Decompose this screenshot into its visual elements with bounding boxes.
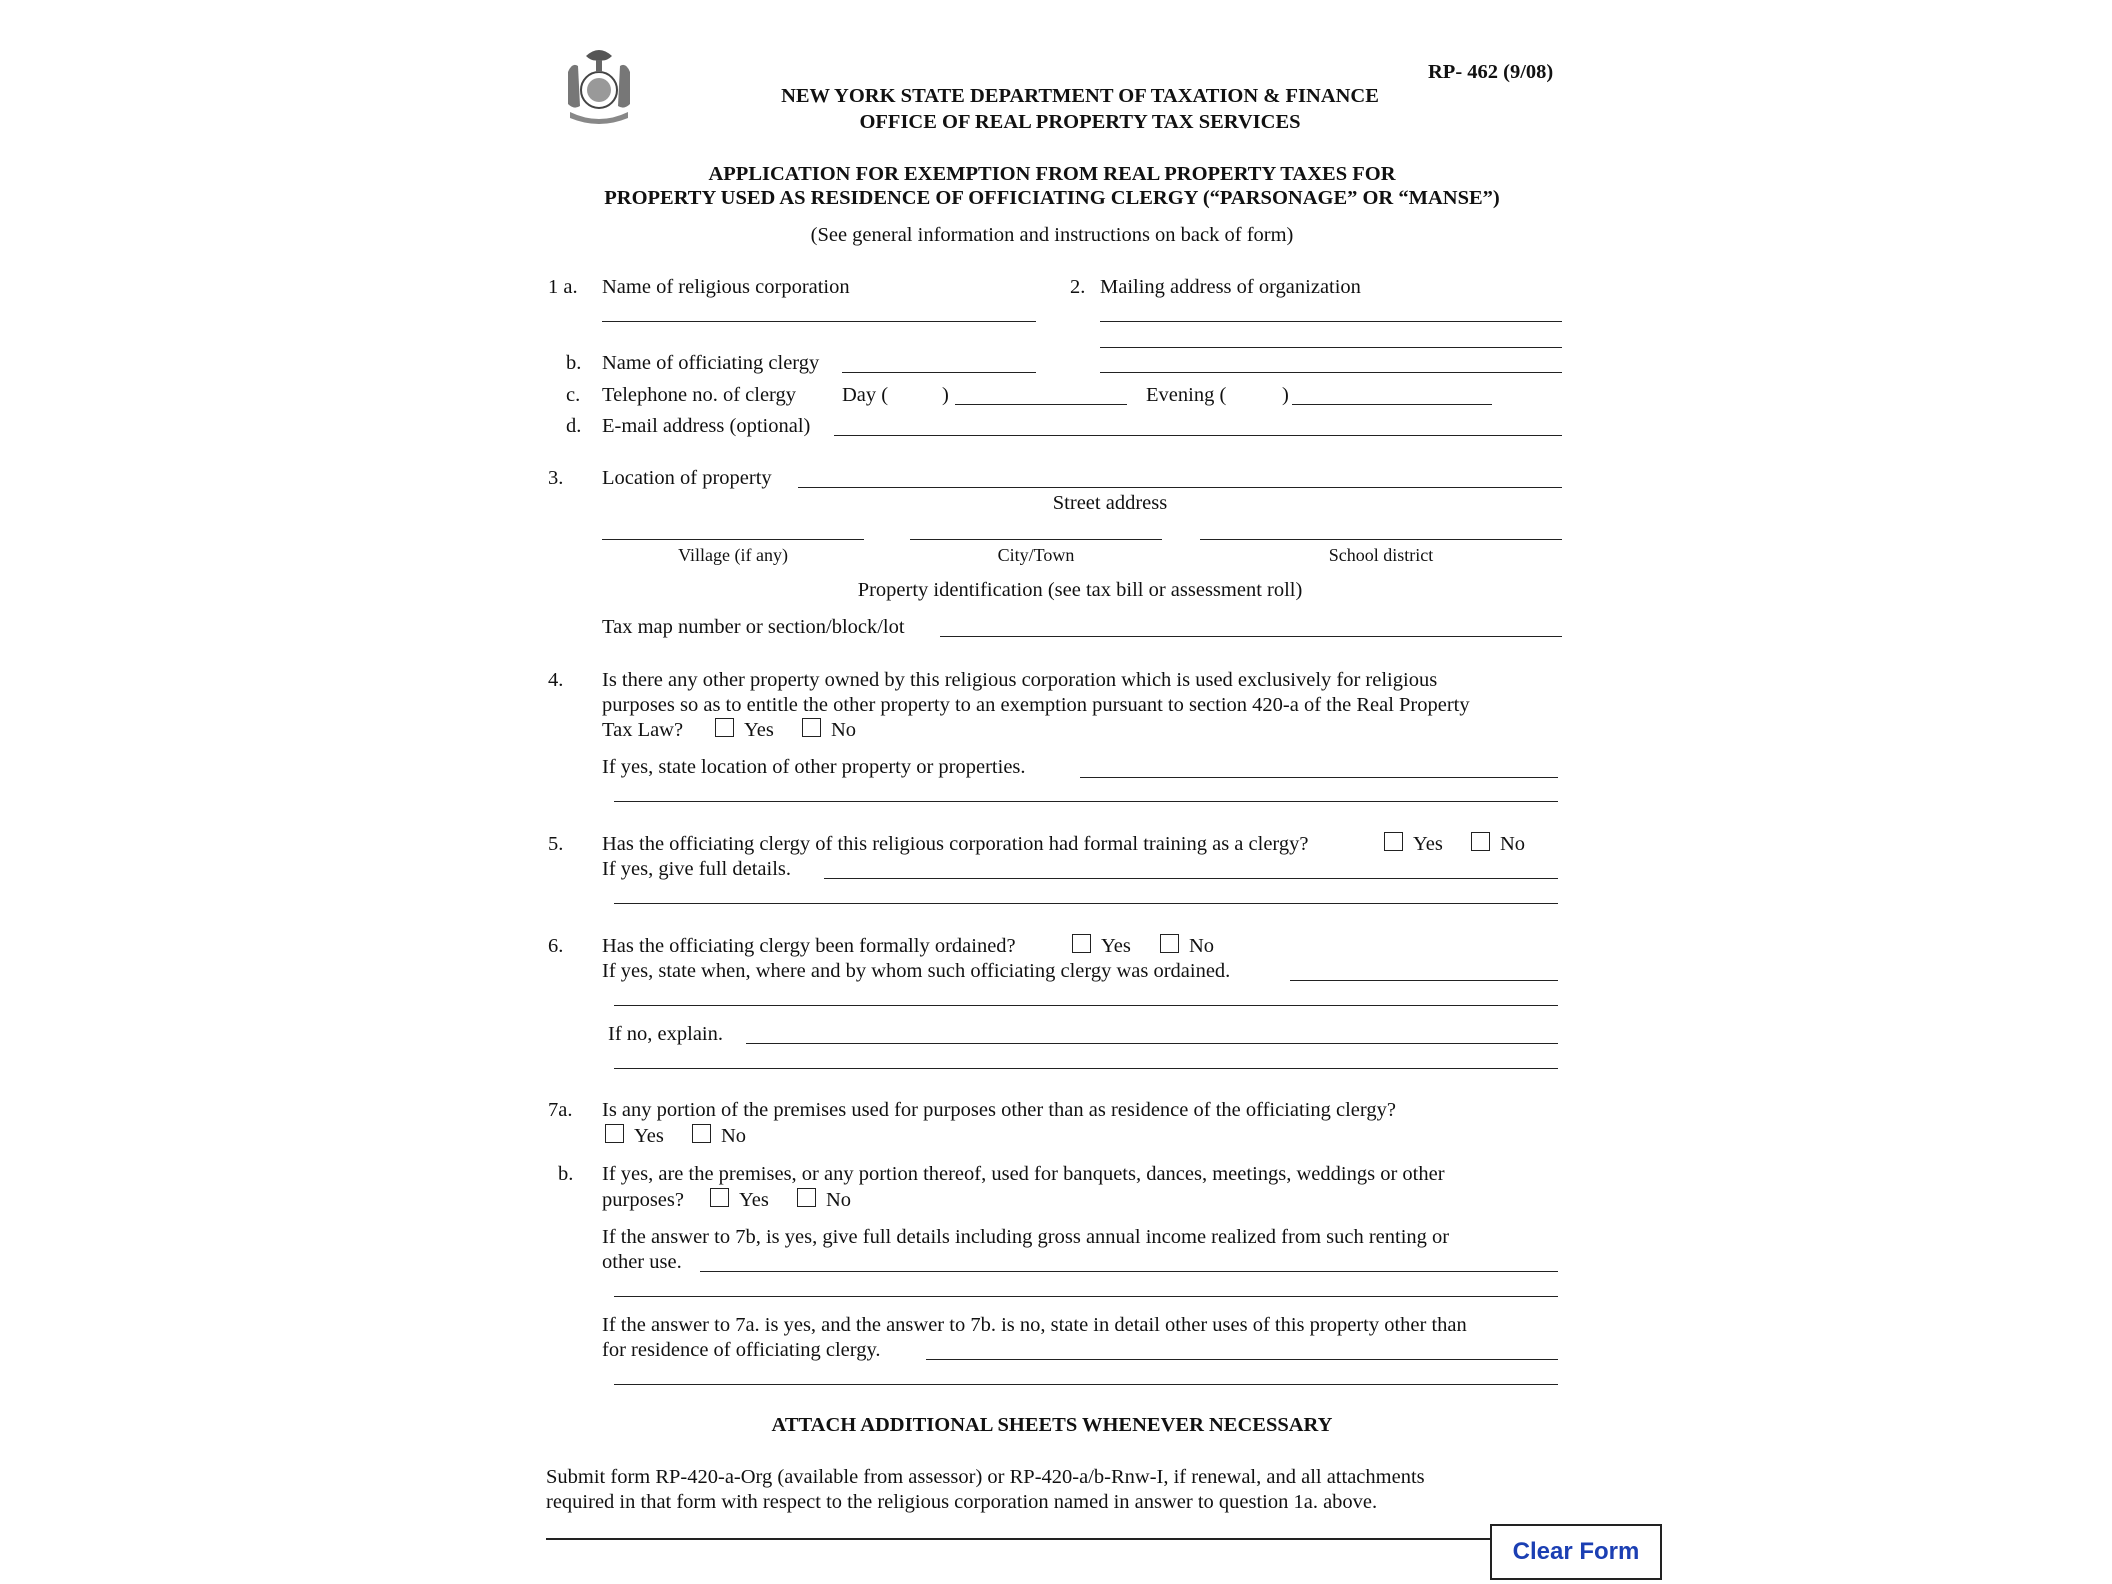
q2-label-num: 2. (1070, 276, 1086, 298)
q4-line3: Tax Law? (602, 719, 684, 741)
q4-yes-label: Yes (744, 719, 774, 741)
school-district-caption: School district (1328, 545, 1434, 565)
tax-map-label: Tax map number or section/block/lot (602, 616, 905, 638)
q1a-number: 1 a. (548, 276, 578, 298)
q5-yes-label: Yes (1413, 833, 1443, 855)
q1c-label: Telephone no. of clergy (602, 384, 797, 406)
q7-income-line2[interactable] (614, 1296, 1558, 1297)
q6-explain-field[interactable] (746, 1043, 1558, 1044)
q1b-number: b. (566, 352, 582, 374)
mailing-address-line1[interactable] (1100, 321, 1562, 322)
form-title-line2: PROPERTY USED AS RESIDENCE OF OFFICIATING CLERGY (“PARSONAGE” OR “MANSE”) (604, 187, 1500, 209)
form-title-line1: APPLICATION FOR EXEMPTION FROM REAL PROPERTY TAXES FOR (708, 163, 1396, 185)
q7b-yes-checkbox[interactable] (710, 1188, 729, 1207)
day-paren: ) (942, 384, 949, 406)
q4-line1: Is there any other property owned by this religious corporation which is used exclusively for religious (602, 669, 1438, 691)
day-phone-field[interactable] (955, 404, 1127, 405)
q7-detail-line1: If the answer to 7b, is yes, give full details including gross annual income realized from such renting or (602, 1226, 1450, 1248)
city-town-caption: City/Town (997, 545, 1075, 565)
office-name: OFFICE OF REAL PROPERTY TAX SERVICES (859, 111, 1301, 133)
q7b-no-label: No (826, 1189, 852, 1211)
q6-yes-checkbox[interactable] (1072, 934, 1091, 953)
q7-other-uses-field[interactable] (926, 1359, 1558, 1360)
q4-no-label: No (831, 719, 857, 741)
street-address-field[interactable] (798, 487, 1562, 488)
q5-number: 5. (548, 833, 564, 855)
q2-label: Mailing address of organization (1100, 276, 1361, 298)
street-address-caption: Street address (1052, 492, 1168, 514)
q6-no-label: No (1189, 935, 1215, 957)
q5-details-line2[interactable] (614, 903, 1558, 904)
submit-line2: required in that form with respect to the religious corporation named in answer to question 1a. above. (546, 1491, 1378, 1513)
q7-income-field[interactable] (700, 1271, 1558, 1272)
q7a-number: 7a. (548, 1099, 573, 1121)
clear-form-button[interactable]: Clear Form (1490, 1524, 1662, 1580)
evening-paren: ) (1282, 384, 1289, 406)
q7b-no-checkbox[interactable] (797, 1188, 816, 1207)
q6-no-checkbox[interactable] (1160, 934, 1179, 953)
q3-label: Location of property (602, 467, 772, 489)
q7b-line2: purposes? (602, 1189, 684, 1211)
q7-detail-line2: other use. (602, 1251, 682, 1273)
q6-yes-label: Yes (1101, 935, 1131, 957)
evening-label: Evening ( (1146, 384, 1227, 406)
q4-number: 4. (548, 669, 564, 691)
q5-no-checkbox[interactable] (1471, 832, 1490, 851)
q5-line1: Has the officiating clergy of this religious corporation had formal training as a clergy? (602, 833, 1309, 855)
tax-map-field[interactable] (940, 636, 1562, 637)
q1a-label: Name of religious corporation (602, 276, 850, 298)
form-subtitle: (See general information and instructions on back of form) (810, 224, 1294, 246)
q1d-number: d. (566, 415, 582, 437)
email-field[interactable] (834, 435, 1562, 436)
mailing-address-line3[interactable] (1100, 372, 1562, 373)
q3-number: 3. (548, 467, 564, 489)
q4-other-property-field[interactable] (1080, 777, 1558, 778)
q6-ifno-label: If no, explain. (608, 1023, 723, 1045)
q1c-number: c. (566, 384, 581, 406)
q5-yes-checkbox[interactable] (1384, 832, 1403, 851)
q5-details-field[interactable] (824, 878, 1558, 879)
religious-corporation-field[interactable] (602, 321, 1036, 322)
q4-other-property-line2[interactable] (614, 801, 1558, 802)
q7b-yes-label: Yes (739, 1189, 769, 1211)
q5-ifyes-label: If yes, give full details. (602, 858, 792, 880)
property-id-heading: Property identification (see tax bill or assessment roll) (857, 579, 1303, 601)
q7a-yes-checkbox[interactable] (605, 1124, 624, 1143)
q4-line2: purposes so as to entitle the other property to an exemption pursuant to section 420-a of the Real Property (602, 694, 1470, 716)
q7a-line: Is any portion of the premises used for purposes other than as residence of the officiating clergy? (602, 1099, 1396, 1121)
q6-ordained-line2[interactable] (614, 1005, 1558, 1006)
day-label: Day ( (842, 384, 889, 406)
q1b-label: Name of officiating clergy (602, 352, 820, 374)
officiating-clergy-field[interactable] (842, 372, 1036, 373)
q6-line1: Has the officiating clergy been formally ordained? (602, 935, 1016, 957)
q5-no-label: No (1500, 833, 1526, 855)
footer-rule (546, 1538, 1490, 1540)
q7b-number: b. (558, 1163, 574, 1185)
agency-name: NEW YORK STATE DEPARTMENT OF TAXATION & FINANCE (781, 85, 1379, 107)
q7-other-line1: If the answer to 7a. is yes, and the answer to 7b. is no, state in detail other uses of this property other than (602, 1314, 1467, 1336)
q6-ordained-field[interactable] (1290, 980, 1558, 981)
q6-number: 6. (548, 935, 564, 957)
form-id: RP- 462 (9/08) (1428, 61, 1554, 83)
city-town-field[interactable] (910, 539, 1162, 540)
evening-phone-field[interactable] (1292, 404, 1492, 405)
new-york-state-seal-icon (556, 42, 642, 124)
attach-notice: ATTACH ADDITIONAL SHEETS WHENEVER NECESSARY (771, 1414, 1333, 1436)
q7a-no-label: No (721, 1125, 747, 1147)
q7b-line1: If yes, are the premises, or any portion thereof, used for banquets, dances, meetings, weddings or other (602, 1163, 1445, 1185)
q6-ifyes-label: If yes, state when, where and by whom such officiating clergy was ordained. (602, 960, 1231, 982)
q7a-no-checkbox[interactable] (692, 1124, 711, 1143)
q1d-label: E-mail address (optional) (602, 415, 811, 437)
q4-no-checkbox[interactable] (802, 718, 821, 737)
village-field[interactable] (602, 539, 864, 540)
q7a-yes-label: Yes (634, 1125, 664, 1147)
village-caption: Village (if any) (678, 545, 788, 565)
q4-yes-checkbox[interactable] (715, 718, 734, 737)
school-district-field[interactable] (1200, 539, 1562, 540)
q7-other-line2: for residence of officiating clergy. (602, 1339, 881, 1361)
q6-explain-line2[interactable] (614, 1068, 1558, 1069)
mailing-address-line2[interactable] (1100, 347, 1562, 348)
q4-ifyes-label: If yes, state location of other property or properties. (602, 756, 1026, 778)
q7-other-uses-line2[interactable] (614, 1384, 1558, 1385)
submit-line1: Submit form RP-420-a-Org (available from assessor) or RP-420-a/b-Rnw-I, if renewal, and all attachments (546, 1466, 1425, 1488)
